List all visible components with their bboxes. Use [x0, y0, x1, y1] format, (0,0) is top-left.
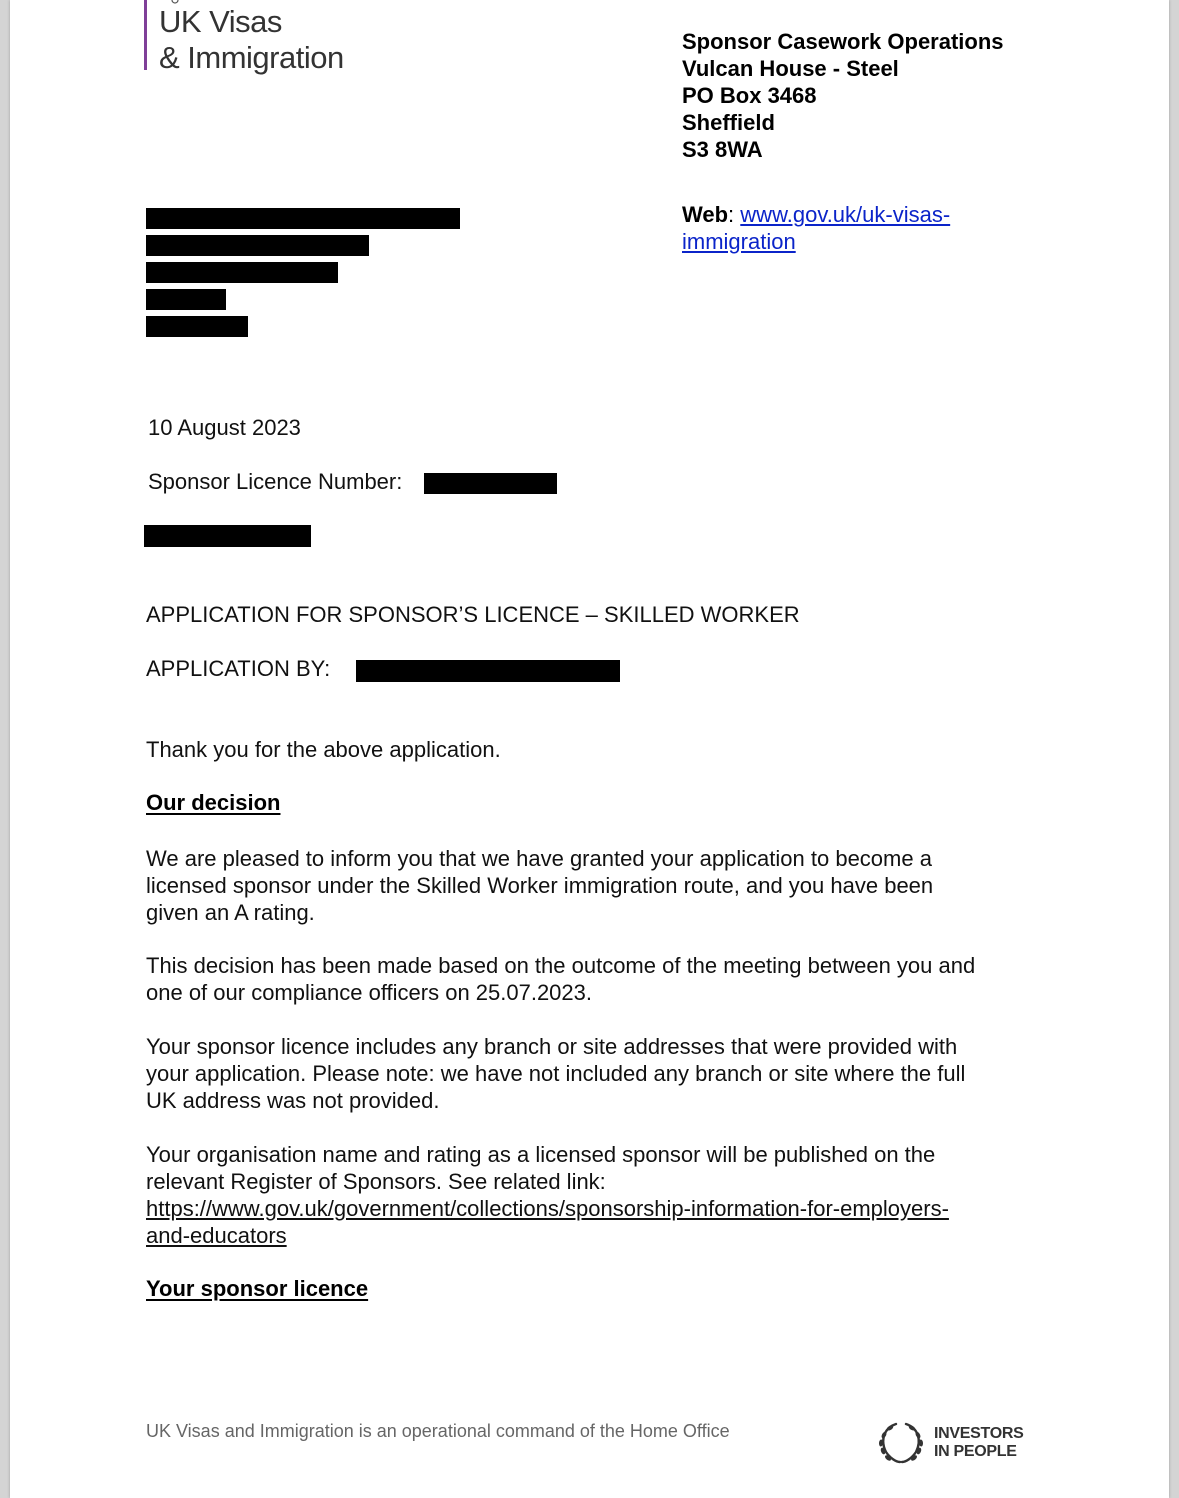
logo-accent-bar: [144, 0, 147, 70]
redaction-bar: [146, 289, 226, 310]
web-separator: :: [728, 202, 735, 227]
address-line: Vulcan House - Steel: [682, 56, 899, 81]
paragraph-line: given an A rating.: [146, 900, 315, 925]
redaction-bar: [146, 316, 248, 337]
licence-number-label: Sponsor Licence Number:: [148, 469, 403, 494]
decision-heading: Our decision: [146, 790, 281, 815]
address-line: PO Box 3468: [682, 83, 817, 108]
iip-text-line2: IN PEOPLE: [934, 1443, 1017, 1460]
applicant-name-redacted: [356, 660, 620, 682]
iip-text-line1: INVESTORS: [934, 1425, 1024, 1442]
paragraph-line: We are pleased to inform you that we have granted your application to become a: [146, 846, 932, 871]
logo-text-line2: & Immigration: [159, 40, 344, 75]
thanks-line: Thank you for the above application.: [146, 737, 501, 762]
logo-text-line1: UK Visas: [159, 4, 282, 39]
web-info-cont: [682, 229, 796, 255]
paragraph-line: your application. Please note: we have not included any branch or site where the full: [146, 1061, 966, 1086]
paragraph-line: This decision has been made based on the outcome of the meeting between you and: [146, 953, 976, 978]
web-label: Web: [682, 202, 729, 227]
web-link[interactable]: www.gov.uk/uk-visas-: [740, 202, 951, 227]
paragraph-line: Your sponsor licence includes any branch or site addresses that were provided with: [146, 1034, 958, 1059]
redaction-bar: [146, 235, 369, 256]
letter-page: [10, 0, 1169, 1498]
redaction-bar: [146, 262, 338, 283]
address-line: S3 8WA: [682, 137, 763, 162]
paragraph-line: relevant Register of Sponsors. See related link:: [146, 1169, 606, 1194]
footer-statement: UK Visas and Immigration is an operational command of the Home Office: [146, 1421, 730, 1441]
laurel-wreath-icon: [876, 1420, 926, 1466]
register-link[interactable]: https://www.gov.uk/government/collections/sponsorship-information-for-employers-: [146, 1196, 949, 1221]
licence-number-redacted: [424, 473, 557, 494]
paragraph-line: Your organisation name and rating as a licensed sponsor will be published on the: [146, 1142, 936, 1167]
paragraph-line: UK address was not provided.: [146, 1088, 440, 1113]
address-line: Sponsor Casework Operations: [682, 29, 1004, 54]
register-link-cont[interactable]: and-educators: [146, 1223, 287, 1248]
paragraph-line: licensed sponsor under the Skilled Worker immigration route, and you have been: [146, 873, 934, 898]
application-by-label: APPLICATION BY:: [146, 656, 331, 681]
paragraph-line: one of our compliance officers on 25.07.2023.: [146, 980, 593, 1005]
letter-date: 10 August 2023: [148, 415, 301, 440]
salutation-redacted: [144, 525, 311, 547]
letter-subject: APPLICATION FOR SPONSOR’S LICENCE – SKILLED WORKER: [146, 602, 800, 627]
address-line: Sheffield: [682, 110, 775, 135]
web-link-cont[interactable]: immigration: [682, 229, 796, 254]
licence-heading: Your sponsor licence: [146, 1276, 369, 1301]
web-info: [682, 202, 950, 228]
redaction-bar: [146, 208, 460, 229]
